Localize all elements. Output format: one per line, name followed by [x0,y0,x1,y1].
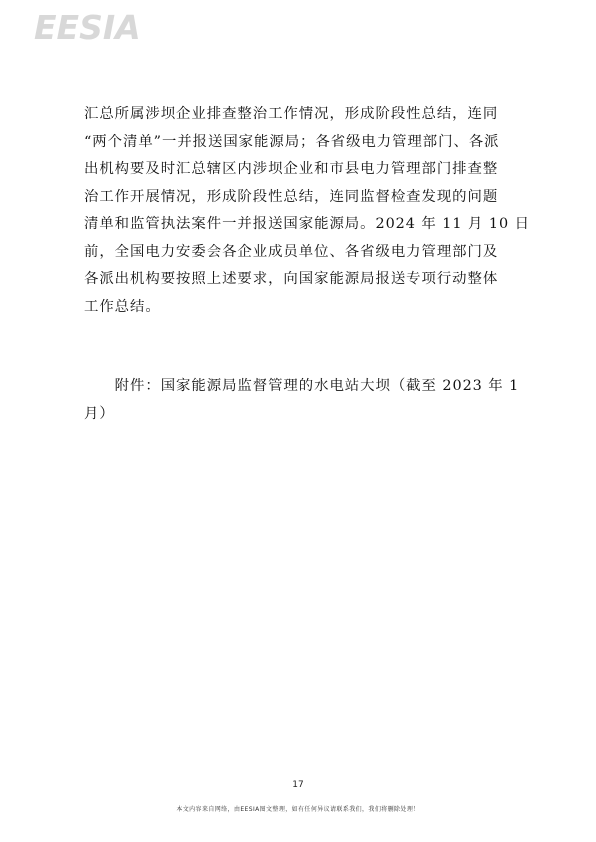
body-line: “两个清单”一并报送国家能源局；各省级电力管理部门、各派 [84,133,500,150]
eesia-logo: EESIA [34,8,141,47]
attachment-note [84,373,520,428]
body-line: 汇总所属涉坝企业排查整治工作情况，形成阶段性总结，连同 [84,106,499,122]
page-number: 17 [292,780,304,790]
body-line: 治工作开展情况，形成阶段性总结，连同监督检查发现的问题 [84,188,499,205]
attachment-line: 月） [84,405,115,422]
body-line: 前，全国电力安委会各企业成员单位、各省级电力管理部门及 [84,243,499,260]
body-line: 清单和监管执法案件一并报送国家能源局。2024 年 11 月 10 日 [84,216,530,232]
body-line: 各派出机构要按照上述要求，向国家能源局报送专项行动整体 [84,271,499,287]
body-line: 出机构要及时汇总辖区内涉坝企业和市县电力管理部门排查整 [84,161,499,177]
body-line: 工作总结。 [84,298,161,315]
body-paragraph [84,101,530,321]
attachment-line: 附件：国家能源局监督管理的水电站大坝（截至 2023 年 1 [84,378,520,394]
footer-disclaimer: 本文内容来自网络，由EESIA图文整理，如有任何异议请联系我们，我们将删除处理！ [176,806,420,813]
